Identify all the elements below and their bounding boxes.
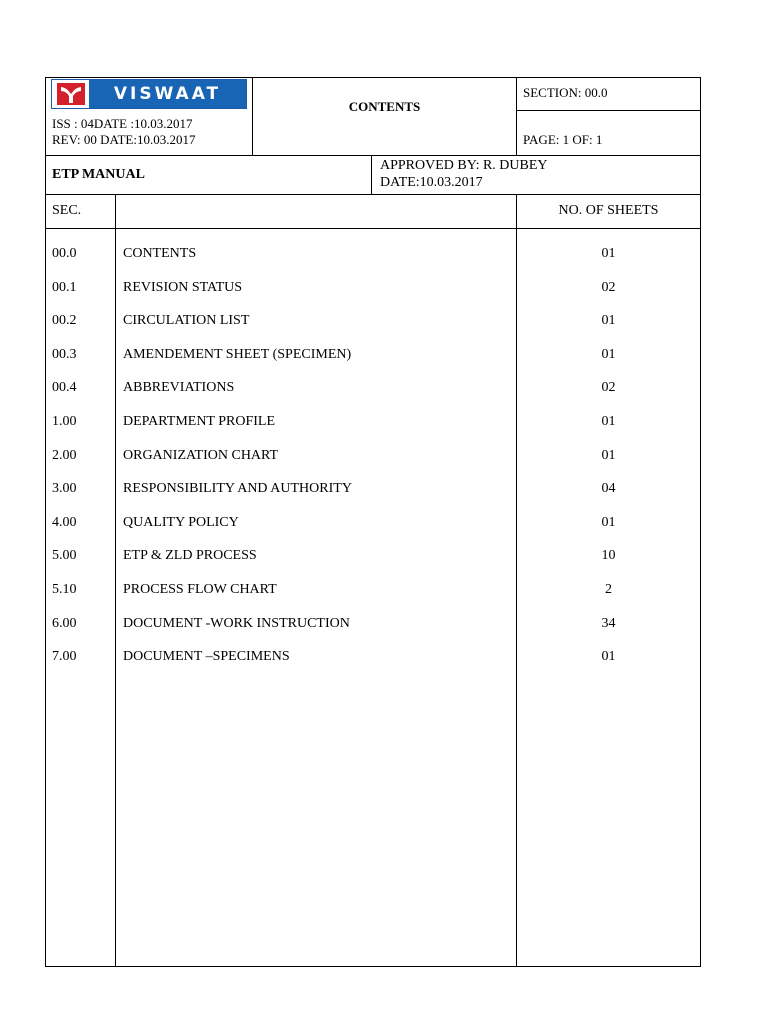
logo-text: VISWAAT bbox=[89, 80, 246, 108]
row-title: ABBREVIATIONS bbox=[123, 380, 235, 396]
row-section-number: 1.00 bbox=[52, 414, 77, 429]
row-title: AMENDEMENT SHEET (SPECIMEN) bbox=[123, 346, 352, 362]
row-section-number: 3.00 bbox=[52, 481, 77, 497]
row-title: QUALITY POLICY bbox=[123, 514, 239, 530]
row-section-number: 4.00 bbox=[52, 514, 77, 530]
row-sheet-count: 01 bbox=[601, 246, 616, 261]
row-section-number: 5.00 bbox=[52, 548, 77, 564]
page-label: PAGE: 1 OF: 1 bbox=[523, 132, 603, 147]
approved-date: DATE:10.03.2017 bbox=[380, 175, 483, 190]
row-title: CONTENTS bbox=[123, 246, 197, 261]
logo-emblem-icon bbox=[52, 80, 89, 108]
row-title: PROCESS FLOW CHART bbox=[123, 582, 277, 597]
row-section-number: 00.0 bbox=[52, 246, 77, 261]
row-sheet-count: 01 bbox=[601, 346, 616, 362]
row-title: REVISION STATUS bbox=[123, 279, 243, 295]
row-section-number: 00.4 bbox=[52, 380, 77, 396]
row-sheet-count: 2 bbox=[605, 582, 612, 597]
revision-line: REV: 00 DATE:10.03.2017 bbox=[52, 132, 196, 147]
row-section-number: 00.1 bbox=[52, 279, 77, 295]
row-sheet-count: 01 bbox=[601, 313, 616, 329]
row-sheet-count: 02 bbox=[601, 380, 616, 396]
section-label: SECTION: 00.0 bbox=[523, 85, 608, 100]
row-sheet-count: 01 bbox=[601, 514, 616, 530]
row-sheet-count: 02 bbox=[601, 279, 616, 295]
row-section-number: 5.10 bbox=[52, 582, 77, 597]
row-section-number: 2.00 bbox=[52, 447, 77, 463]
row-title: DOCUMENT -WORK INSTRUCTION bbox=[123, 615, 350, 631]
row-title: ETP & ZLD PROCESS bbox=[123, 548, 257, 564]
row-sheet-count: 04 bbox=[601, 481, 616, 497]
row-title: RESPONSIBILITY AND AUTHORITY bbox=[123, 481, 352, 497]
document-title: CONTENTS bbox=[348, 99, 421, 114]
row-title: DOCUMENT –SPECIMENS bbox=[123, 649, 290, 665]
column-header-sheets: NO. OF SHEETS bbox=[558, 203, 659, 218]
row-section-number: 00.2 bbox=[52, 313, 77, 329]
row-title: ORGANIZATION CHART bbox=[123, 447, 279, 463]
row-section-number: 7.00 bbox=[52, 649, 77, 665]
issue-line: ISS : 04DATE :10.03.2017 bbox=[52, 116, 193, 131]
row-section-number: 6.00 bbox=[52, 615, 77, 631]
column-header-sec: SEC. bbox=[52, 203, 82, 218]
row-title: CIRCULATION LIST bbox=[123, 313, 250, 329]
row-title: DEPARTMENT PROFILE bbox=[123, 414, 276, 429]
row-sheet-count: 10 bbox=[601, 548, 616, 564]
row-sheet-count: 01 bbox=[601, 649, 616, 665]
company-logo bbox=[51, 79, 247, 109]
row-sheet-count: 01 bbox=[601, 414, 616, 429]
row-sheet-count: 01 bbox=[601, 447, 616, 463]
approved-by: APPROVED BY: R. DUBEY bbox=[380, 158, 548, 173]
row-sheet-count: 34 bbox=[601, 615, 616, 631]
row-section-number: 00.3 bbox=[52, 346, 77, 362]
manual-name: ETP MANUAL bbox=[52, 167, 145, 182]
